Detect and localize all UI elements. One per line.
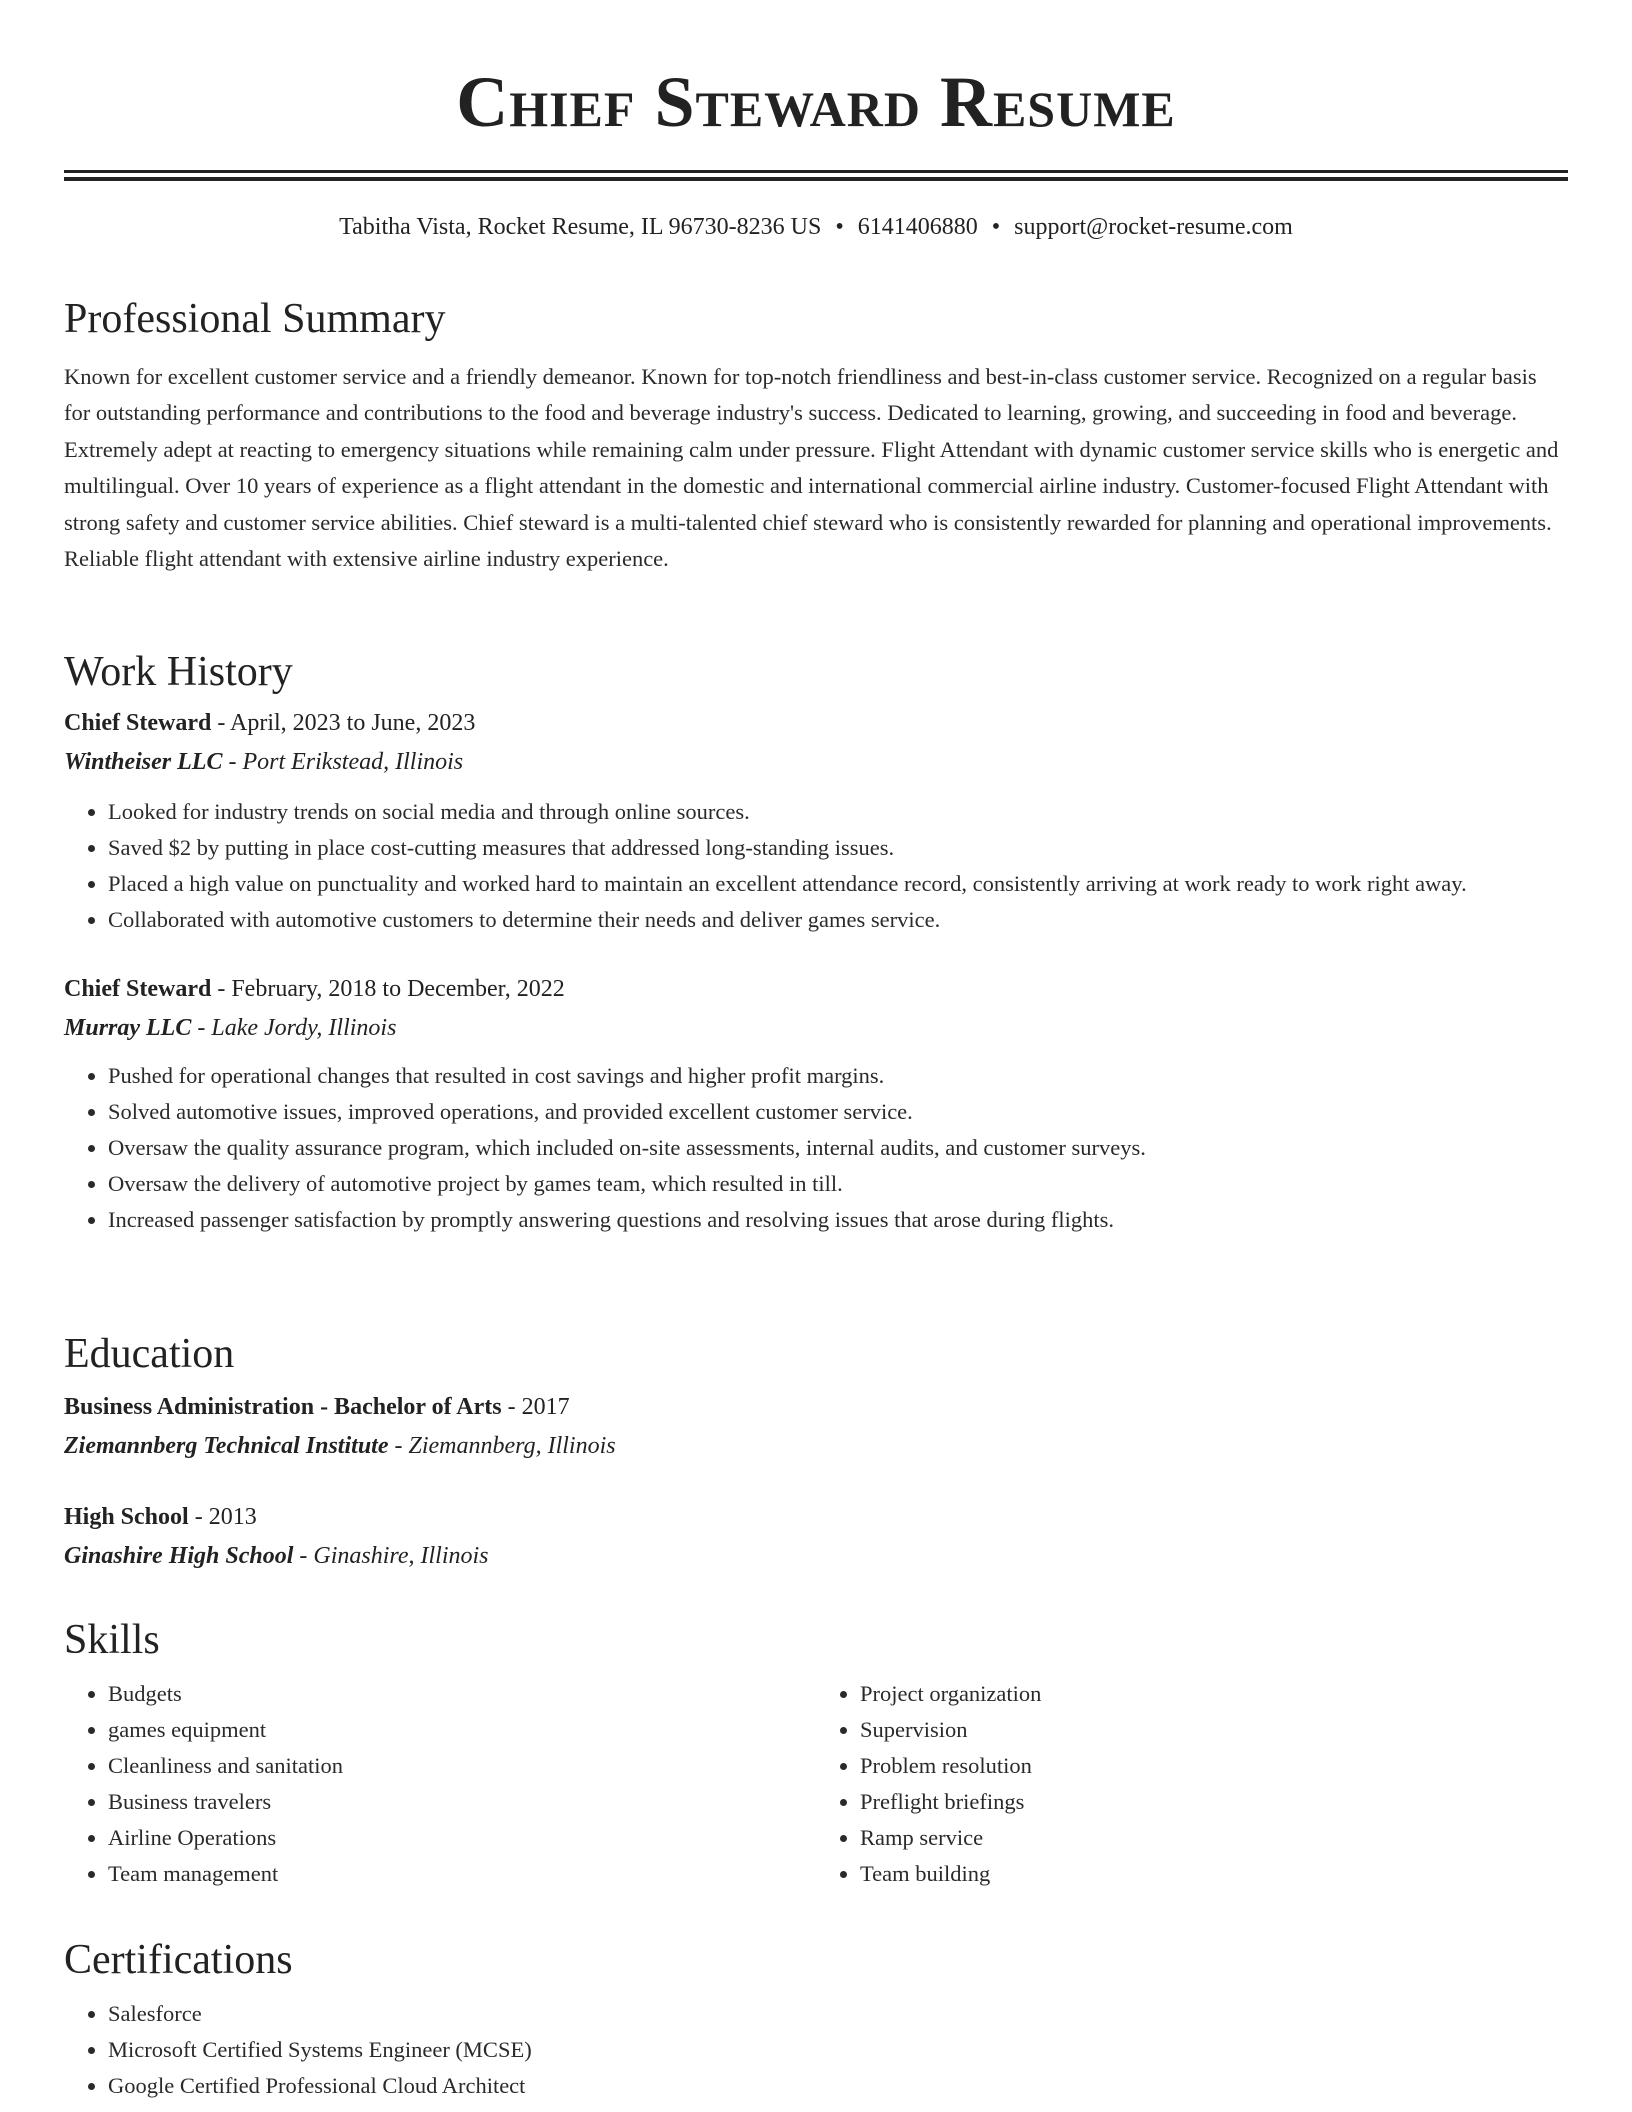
job-company: Murray LLC [64,1015,192,1041]
education-location: - Ginashire, Illinois [293,1543,489,1569]
education-year: - 2013 [188,1504,257,1530]
list-item: • Increased passenger satisfaction by promptly answering questions and resolving issues that arose during flights. [108,1202,1568,1238]
certifications-heading: Certifications [64,1937,293,1983]
job-entry [64,704,1568,938]
skills-columns [64,1676,1568,1892]
education-school-line [64,1536,1568,1576]
list-item: • games equipment [108,1712,816,1748]
job-company: Wintheiser LLC [64,749,223,775]
job-company-line [64,742,1568,782]
contact-line [64,211,1568,243]
job-bullets [64,1058,1568,1238]
contact-address: Tabitha Vista, Rocket Resume, IL 96730-8236 US [339,214,822,240]
education-school: Ziemannberg Technical Institute [64,1433,389,1459]
job-bullets [64,794,1568,938]
list-item: • Airline Operations [108,1820,816,1856]
title-divider [64,170,1568,181]
certifications-list [64,1996,1568,2104]
skills-list-right [816,1676,1568,1892]
education-entry [64,1498,1568,1576]
contact-separator: • [835,214,844,240]
list-item: • Google Certified Professional Cloud Architect [108,2068,1568,2104]
list-item: • Collaborated with automotive customers to determine their needs and deliver games service. [108,902,1568,938]
list-item: • Team building [860,1856,1568,1892]
job-title-line [64,970,1568,1008]
job-role: Chief Steward [64,976,212,1002]
education-year: - 2017 [501,1394,570,1420]
list-item: • Placed a high value on punctuality and worked hard to maintain an excellent attendance record, consistently arriving at work ready to work right away. [108,866,1568,902]
contact-phone: 6141406880 [857,214,978,240]
skills-heading: Skills [64,1617,160,1663]
list-item: • Ramp service [860,1820,1568,1856]
summary-section [64,293,1568,577]
list-item: • Cleanliness and sanitation [108,1748,816,1784]
job-dates: - April, 2023 to June, 2023 [211,710,476,736]
contact-email[interactable]: support@rocket-resume.com [1014,214,1293,240]
list-item: • Oversaw the delivery of automotive project by games team, which resulted in till. [108,1166,1568,1202]
education-degree: High School [64,1504,189,1530]
job-location: - Port Erikstead, Illinois [222,749,464,775]
certifications-section [64,1934,1568,2104]
list-item: • Preflight briefings [860,1784,1568,1820]
education-degree-line [64,1388,1568,1426]
job-company-line [64,1008,1568,1048]
list-item: • Problem resolution [860,1748,1568,1784]
job-title-line [64,704,1568,742]
list-item: • Project organization [860,1676,1568,1712]
education-location: - Ziemannberg, Illinois [388,1433,616,1459]
list-item: • Oversaw the quality assurance program, which included on-site assessments, internal audits, and customer surveys. [108,1130,1568,1166]
list-item: • Team management [108,1856,816,1892]
list-item: • Solved automotive issues, improved operations, and provided excellent customer service. [108,1094,1568,1130]
job-dates: - February, 2018 to December, 2022 [211,976,565,1002]
list-item: • Microsoft Certified Systems Engineer (MCSE) [108,2032,1568,2068]
list-item: • Looked for industry trends on social media and through online sources. [108,794,1568,830]
skills-section [64,1614,1568,1892]
work-heading: Work History [64,649,293,695]
page-title: Chief Steward Resume [456,62,1176,142]
job-location: - Lake Jordy, Illinois [191,1015,397,1041]
list-item: • Pushed for operational changes that resulted in cost savings and higher profit margins. [108,1058,1568,1094]
education-school: Ginashire High School [64,1543,294,1569]
work-section [64,646,1568,1238]
education-entry [64,1388,1568,1466]
list-item: • Budgets [108,1676,816,1712]
list-item: • Saved $2 by putting in place cost-cutting measures that addressed long-standing issues. [108,830,1568,866]
education-heading: Education [64,1331,235,1377]
contact-separator: • [991,214,1001,240]
education-degree-line [64,1498,1568,1536]
list-item: • Supervision [860,1712,1568,1748]
education-degree: Business Administration - Bachelor of Arts [64,1394,502,1420]
job-entry [64,970,1568,1238]
skills-list-left [64,1676,816,1892]
education-school-line [64,1426,1568,1466]
education-section [64,1328,1568,1576]
job-role: Chief Steward [64,710,212,736]
summary-text: Known for excellent customer service and a friendly demeanor. Known for top-notch friendliness and best-in-class customer service. Recognized on a regular basis for outstanding performance and contributions to the food and beverage industry's success. Dedicated to learning, growing, and succeeding in food and beverage. Extremely adept at reacting to emergency situations while remaining calm under pressure. Flight Attendant with dynamic customer service skills who is energetic and multilingual. Over 10 years of experience as a flight attendant in the domestic and international commercial airline industry. Customer-focused Flight Attendant with strong safety and customer service abilities. Chief steward is a multi-talented chief steward who is consistently rewarded for planning and operational improvements. Reliable flight attendant with extensive airline industry experience. [64,364,1559,572]
list-item: • Salesforce [108,1996,1568,2032]
list-item: • Business travelers [108,1784,816,1820]
summary-heading: Professional Summary [64,296,446,342]
